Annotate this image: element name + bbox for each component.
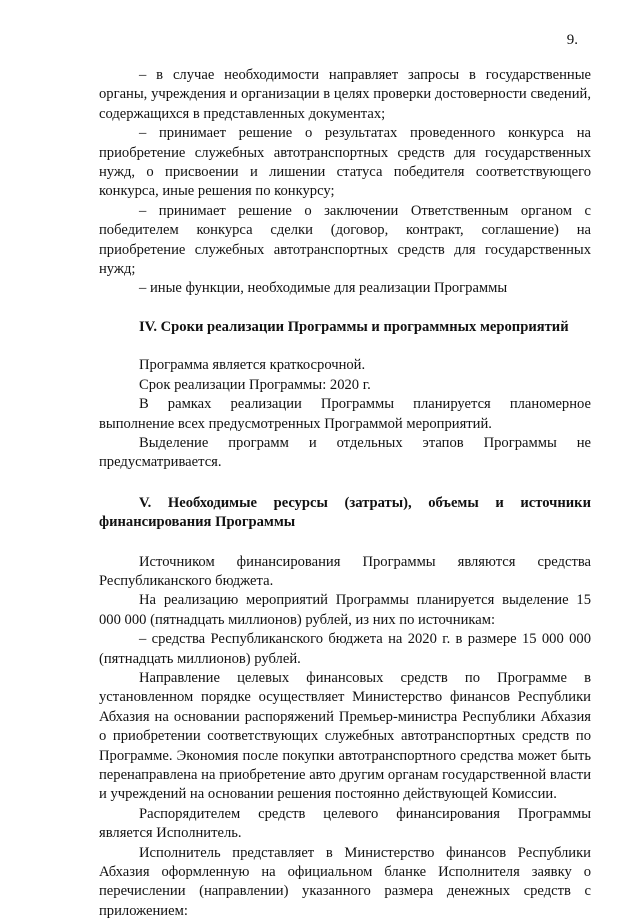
paragraph: Выделение программ и отдельных этапов Программы не предусматривается. — [99, 434, 591, 471]
page-number: 9. — [566, 32, 578, 48]
paragraph: Источником финансирования Программы являются средства Республиканского бюджета. — [99, 553, 591, 589]
page-content — [99, 66, 591, 921]
section-heading-5: V. Необходимые ресурсы (затраты), объемы и источники финансирования Программы — [99, 494, 591, 531]
list-item: – принимает решение о результатах проведенного конкурса на приобретение служебных автотранспортных средств для государственных нужд, о присвоении и лишении статуса победителя соответствующего конкурса, иные решения по конкурсу; — [99, 125, 591, 200]
section-heading-4: IV. Сроки реализации Программы и программных мероприятий — [139, 318, 569, 335]
paragraph: – средства Республиканского бюджета на 2020 г. в размере 15 000 000 (пятнадцать миллионов) рублей. — [99, 631, 591, 667]
list-item: – принимает решение о заключении Ответственным органом с победителем конкурса сделки (договор, контракт, соглашение) на приобретение служебных автотранспортных средств для государственных нужд; — [99, 202, 591, 278]
paragraph: Направление целевых финансовых средств по Программе в установленном порядке осуществляет Министерство финансов Республики Абхазия на основании распоряжений Премьер-министра Республики Абхазия о приобретении соответствующих служебных автотранспортных средств по Программе. Экономия после покупки автотранспортного средства может быть перенаправлена на приобретение авто другим органам государственной власти и учреждений на основании решения постоянно действующей Комиссии. — [99, 669, 591, 803]
paragraph: В рамках реализации Программы планируется планомерное выполнение всех предусмотренных Программой мероприятий. — [99, 396, 591, 432]
paragraph: Программа является краткосрочной. — [139, 357, 366, 374]
paragraph: Срок реализации Программы: 2020 г. — [139, 376, 371, 393]
paragraph: На реализацию мероприятий Программы планируется выделение 15 000 000 (пятнадцать миллионов) рублей, из них по источникам: — [99, 592, 591, 628]
list-item: – иные функции, необходимые для реализации Программы — [139, 280, 508, 297]
paragraph: Исполнитель представляет в Министерство финансов Республики Абхазия оформленную на официальном бланке Исполнителя заявку о перечислении (направлении) указанного размера денежных средств с приложением: — [99, 844, 591, 919]
list-item: – в случае необходимости направляет запросы в государственные органы, учреждения и организации в целях проверки достоверности сведений, содержащихся в представленных документах; — [99, 67, 591, 122]
paragraph: Распорядителем средств целевого финансирования Программы является Исполнитель. — [99, 805, 591, 842]
